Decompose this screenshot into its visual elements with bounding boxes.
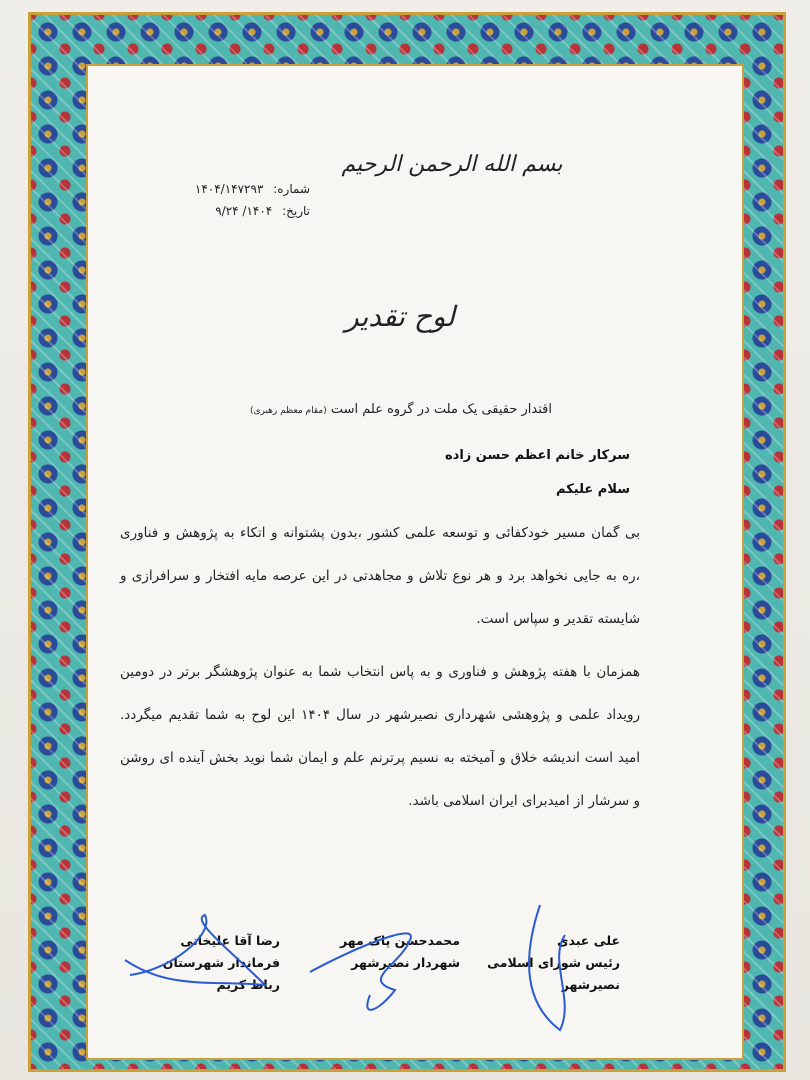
signer-role-2: رباط کریم <box>216 977 280 992</box>
greeting: سلام علیکم <box>556 482 630 497</box>
signer-role: شهردار نصیرشهر <box>351 955 460 970</box>
quote-source: (مقام معظم رهبری) <box>249 406 327 416</box>
certificate-title: لوح تقدیر <box>345 300 455 333</box>
signature-block-1 <box>470 930 620 996</box>
signer-name: علی عبدی <box>557 933 620 948</box>
quote-text: اقتدار حقیقی یک ملت در گروه علم است <box>330 402 552 417</box>
signature-block-2 <box>310 930 460 974</box>
signer-name: رضا آقا علیخانی <box>180 933 280 948</box>
date-value: ۱۴۰۴/ ۹/۲۴ <box>215 204 273 218</box>
signer-role: فرماندار شهرستان <box>162 955 280 970</box>
number-row <box>150 178 310 200</box>
signer-role-2: نصیرشهر <box>561 977 620 992</box>
date-label: تاریخ: <box>282 204 310 218</box>
date-row <box>150 200 310 222</box>
document-meta <box>150 178 310 222</box>
number-label: شماره: <box>273 182 310 196</box>
signer-role: رئیس شورای اسلامی <box>487 955 620 970</box>
signature-block-3 <box>130 930 280 996</box>
number-value: ۱۴۰۴/۱۴۷۲۹۳ <box>194 182 264 196</box>
body-paragraph-1: بی گمان مسیر خودکفائی و توسعه علمی کشور ،بدون پشتوانه و اتکاء به پژوهش و فناوری ،ره به جایی نخواهد برد و هر نوع تلاش و مجاهدتی در این عرصه مایه افتخار و سرافرازی و شایسته تقدیر و سپاس است. <box>120 525 640 627</box>
quote <box>222 402 552 417</box>
bismillah-calligraphy: بسم الله الرحمن الرحیم <box>341 152 563 177</box>
certificate-body <box>120 512 640 823</box>
recipient-name: سرکار خانم اعظم حسن زاده <box>444 448 630 463</box>
body-paragraph-2: همزمان با هفته پژوهش و فناوری و به پاس انتخاب شما به عنوان پژوهشگر برتر در دومین رویداد علمی و پژوهشی شهرداری نصیرشهر در سال ۱۴۰۴ این لوح به شما تقدیم میگردد. امید است اندیشه خلاق و آمیخته به نسیم پرترنم علم و ایمان شما نوید بخش آینده ای روشن و سرشار از امیدبرای ایران اسلامی باشد. <box>120 664 641 809</box>
signer-name: محمدحسن پاک مهر <box>340 933 460 948</box>
